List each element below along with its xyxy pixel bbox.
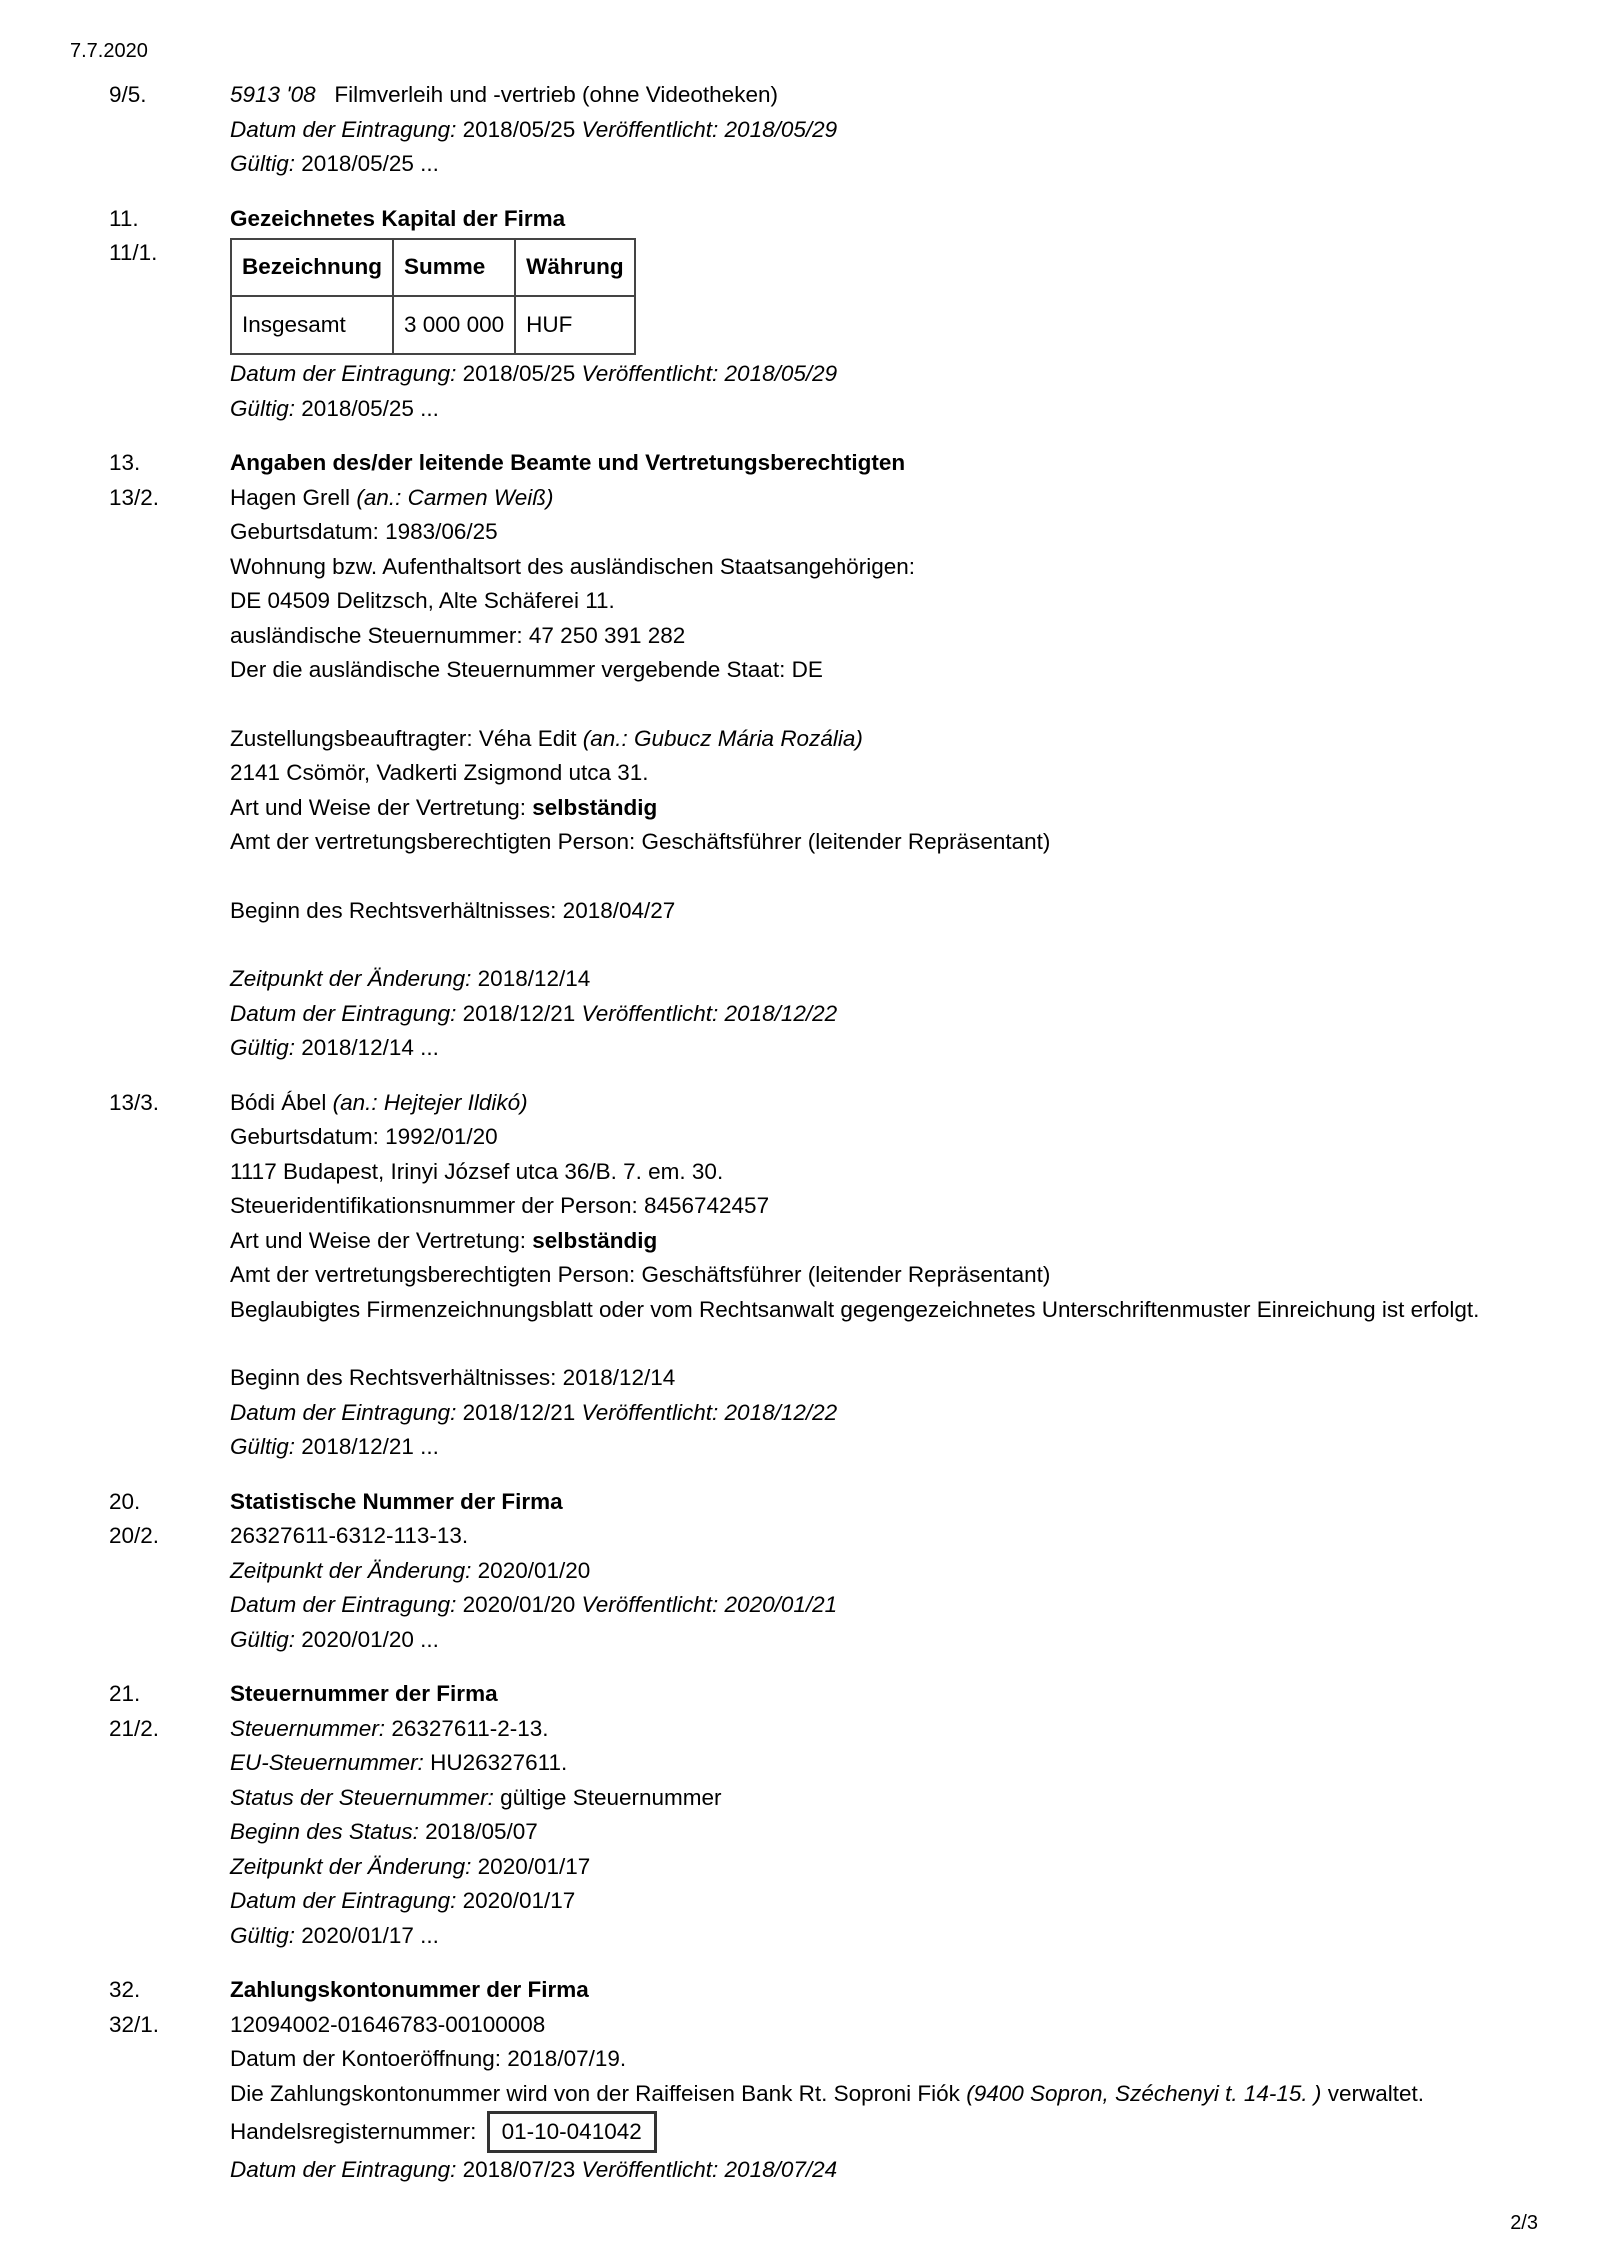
page-number: 2/3 (1510, 2212, 1538, 2234)
aenderung-date: 2018/12/14 (477, 966, 591, 991)
entry-9-5 (0, 78, 1600, 113)
tax-country: Der die ausländische Steuernummer vergebende Staat: DE (230, 657, 823, 682)
aenderung-label: Zeitpunkt der Änderung: (230, 966, 472, 991)
gueltig-label: Gültig: (230, 395, 296, 421)
section-number: 13. (109, 450, 141, 475)
document-body (0, 78, 1600, 2188)
gueltig-label: Gültig: (230, 1626, 296, 1652)
gueltig-date: 2018/12/14 ... (301, 1035, 439, 1060)
veroeffentlicht-label: Veröffentlicht: (581, 116, 719, 142)
veroeffentlicht-label: Veröffentlicht: (581, 2157, 719, 2182)
entry-32-1 (0, 2008, 1600, 2043)
table-header: Summe (393, 239, 515, 296)
tax-id: Steueridentifikationsnummer der Person: 8456742457 (230, 1193, 770, 1218)
birth-date: Geburtsdatum: 1983/06/25 (230, 519, 498, 544)
entry-number: 20/2. (109, 1523, 160, 1548)
veroeffentlicht-label: Veröffentlicht: (581, 361, 719, 386)
person-address: 1117 Budapest, Irinyi József utca 36/B. 7. em. 30. (230, 1158, 724, 1184)
activity-code: 5913 '08 (230, 82, 316, 107)
tax-number: 26327611-2-13. (391, 1715, 549, 1741)
person-office: Amt der vertretungsberechtigten Person: Geschäftsführer (leitender Repräsentant) (230, 1262, 1051, 1287)
representation-type: selbständig (532, 794, 658, 820)
delivery-agent-mother: (an.: Gubucz Mária Rozália) (582, 725, 863, 751)
veroeffentlicht-date: 2018/05/29 (724, 361, 838, 386)
veroeffentlicht-date: 2018/07/24 (724, 2157, 838, 2182)
gueltig-date: 2020/01/17 ... (301, 1922, 439, 1948)
section-13 (0, 446, 1600, 481)
entry-number: 9/5. (109, 82, 147, 107)
person-address: DE 04509 Delitzsch, Alte Schäferei 11. (230, 588, 615, 613)
section-number: 21. (109, 1681, 141, 1706)
section-heading: Steuernummer der Firma (230, 1681, 498, 1706)
gueltig-date: 2020/01/20 ... (301, 1626, 439, 1652)
eintragung-label: Datum der Eintragung: (230, 361, 457, 386)
mother-name: (an.: Carmen Weiß) (356, 484, 554, 510)
bank-text: Die Zahlungskontonummer wird von der Raiffeisen Bank Rt. Soproni Fiók (230, 2080, 960, 2106)
eintragung-date: 2018/12/21 (462, 1000, 576, 1026)
gueltig-date: 2018/05/25 ... (301, 151, 439, 176)
person-name: Bódi Ábel (230, 1089, 327, 1115)
section-heading: Angaben des/der leitende Beamte und Vertretungsberechtigten (230, 450, 906, 475)
tax-status-label: Status der Steuernummer: (230, 1784, 494, 1810)
person-name: Hagen Grell (230, 484, 351, 510)
tax-status: gültige Steuernummer (500, 1784, 722, 1810)
eintragung-date: 2018/05/25 (462, 116, 576, 142)
section-number: 32. (109, 1977, 141, 2002)
eu-tax-label: EU-Steuernummer: (230, 1750, 424, 1775)
mother-name: (an.: Hejtejer Ildikó) (332, 1089, 528, 1115)
status-start-label: Beginn des Status: (230, 1819, 419, 1844)
trade-register-number: 01-10-041042 (487, 2111, 657, 2153)
aenderung-date: 2020/01/20 (477, 1557, 591, 1583)
statistical-number: 26327611-6312-113-13. (230, 1523, 469, 1548)
veroeffentlicht-label: Veröffentlicht: (581, 1592, 719, 1617)
trade-register-label: Handelsregisternummer: (230, 2119, 477, 2144)
eintragung-date: 2018/07/23 (462, 2157, 576, 2182)
representation-label: Art und Weise der Vertretung: (230, 1227, 526, 1253)
bank-address: (9400 Sopron, Széchenyi t. 14-15. ) (966, 2080, 1322, 2106)
veroeffentlicht-date: 2018/12/22 (724, 1000, 838, 1026)
veroeffentlicht-date: 2020/01/21 (724, 1592, 838, 1617)
table-header: Währung (515, 239, 634, 296)
eintragung-date: 2020/01/20 (462, 1592, 576, 1617)
relation-start: Beginn des Rechtsverhältnisses: 2018/12/14 (230, 1365, 676, 1390)
gueltig-label: Gültig: (230, 1434, 296, 1459)
entry-11-1 (0, 236, 1600, 357)
table-cell: Insgesamt (231, 296, 393, 354)
section-11 (0, 202, 1600, 237)
gueltig-label: Gültig: (230, 151, 296, 176)
entry-20-2 (0, 1519, 1600, 1554)
eintragung-label: Datum der Eintragung: (230, 2157, 457, 2182)
aenderung-label: Zeitpunkt der Änderung: (230, 1853, 472, 1879)
eu-tax-number: HU26327611. (430, 1750, 568, 1775)
entry-number: 11/1. (109, 240, 158, 265)
entry-13-3 (0, 1086, 1600, 1121)
entry-number: 13/2. (109, 484, 160, 510)
aenderung-date: 2020/01/17 (477, 1853, 591, 1879)
veroeffentlicht-date: 2018/12/22 (724, 1399, 838, 1425)
section-heading: Gezeichnetes Kapital der Firma (230, 205, 566, 231)
section-32 (0, 1973, 1600, 2008)
eintragung-label: Datum der Eintragung: (230, 1592, 457, 1617)
eintragung-date: 2018/05/25 (462, 361, 576, 386)
eintragung-label: Datum der Eintragung: (230, 116, 457, 142)
account-opening-date: Datum der Kontoeröffnung: 2018/07/19. (230, 2046, 627, 2071)
entry-number: 21/2. (109, 1715, 160, 1741)
page-date: 7.7.2020 (70, 40, 148, 62)
eintragung-label: Datum der Eintragung: (230, 1000, 457, 1026)
table-cell: 3 000 000 (393, 296, 515, 354)
entry-number: 32/1. (109, 2011, 160, 2037)
veroeffentlicht-label: Veröffentlicht: (581, 1399, 719, 1425)
person-office: Amt der vertretungsberechtigten Person: Geschäftsführer (leitender Repräsentant) (230, 829, 1051, 854)
tax-number-label: Steuernummer: (230, 1715, 386, 1741)
delivery-agent-address: 2141 Csömör, Vadkerti Zsigmond utca 31. (230, 760, 649, 785)
table-cell: HUF (515, 296, 634, 354)
birth-date: Geburtsdatum: 1992/01/20 (230, 1124, 498, 1149)
account-number: 12094002-01646783-00100008 (230, 2011, 546, 2037)
status-start: 2018/05/07 (425, 1819, 538, 1844)
capital-table (230, 238, 636, 355)
residence-label: Wohnung bzw. Aufenthaltsort des ausländischen Staatsangehörigen: (230, 553, 916, 579)
eintragung-label: Datum der Eintragung: (230, 1888, 457, 1913)
veroeffentlicht-label: Veröffentlicht: (581, 1000, 719, 1026)
gueltig-label: Gültig: (230, 1035, 296, 1060)
section-heading: Zahlungskontonummer der Firma (230, 1977, 589, 2002)
section-20 (0, 1485, 1600, 1520)
table-header: Bezeichnung (231, 239, 393, 296)
veroeffentlicht-date: 2018/05/29 (724, 116, 838, 142)
eintragung-date: 2020/01/17 (462, 1888, 576, 1913)
activity-text: Filmverleih und -vertrieb (ohne Videotheken) (334, 82, 778, 107)
section-number: 11. (109, 205, 139, 231)
aenderung-label: Zeitpunkt der Änderung: (230, 1557, 472, 1583)
foreign-tax-number: ausländische Steuernummer: 47 250 391 282 (230, 622, 686, 648)
gueltig-date: 2018/12/21 ... (301, 1434, 439, 1459)
gueltig-label: Gültig: (230, 1922, 296, 1948)
table-row (231, 296, 635, 354)
entry-number: 13/3. (109, 1089, 160, 1115)
relation-start: Beginn des Rechtsverhältnisses: 2018/04/27 (230, 897, 676, 923)
delivery-agent: Zustellungsbeauftragter: Véha Edit (230, 725, 577, 751)
section-number: 20. (109, 1488, 141, 1514)
representation-label: Art und Weise der Vertretung: (230, 794, 526, 820)
section-21 (0, 1677, 1600, 1712)
representation-type: selbständig (532, 1227, 658, 1253)
eintragung-date: 2018/12/21 (462, 1399, 576, 1425)
entry-21-2 (0, 1712, 1600, 1747)
entry-13-2 (0, 481, 1600, 516)
section-heading: Statistische Nummer der Firma (230, 1488, 563, 1514)
signature-note: Beglaubigtes Firmenzeichnungsblatt oder vom Rechtsanwalt gegengezeichnetes Unterschriftenmuster Einreichung ist erfolgt. (230, 1296, 1480, 1322)
eintragung-label: Datum der Eintragung: (230, 1399, 457, 1425)
bank-suffix: verwaltet. (1327, 2080, 1424, 2106)
gueltig-date: 2018/05/25 ... (301, 395, 439, 421)
